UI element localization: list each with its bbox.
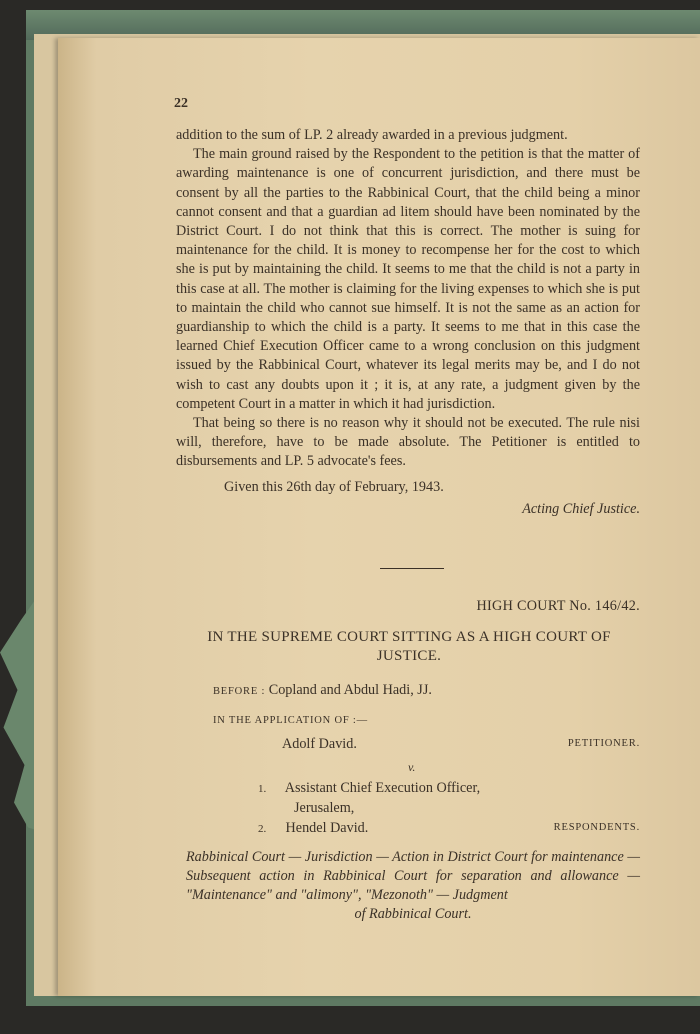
respondent-1 bbox=[258, 780, 480, 797]
paragraph-1: addition to the sum of LP. 2 already awarded in a previous judgment. bbox=[176, 127, 568, 143]
headnote-last-line: of Rabbinical Court. bbox=[354, 906, 472, 922]
headnote bbox=[186, 848, 640, 924]
bench-line bbox=[213, 682, 432, 699]
signer-title: Acting Chief Justice. bbox=[522, 500, 640, 517]
given-date-line: Given this 26th day of February, 1943. bbox=[224, 478, 444, 495]
section-divider bbox=[380, 568, 444, 569]
before-label: BEFORE : bbox=[213, 686, 266, 697]
respondent-1-name: Assistant Chief Execution Officer, bbox=[284, 780, 481, 796]
petitioner-name: Adolf David. bbox=[282, 736, 357, 752]
page-number: 22 bbox=[174, 96, 188, 111]
respondent-1-number: 1. bbox=[258, 783, 267, 795]
court-title: IN THE SUPREME COURT SITTING AS A HIGH COURT OF JUSTICE. bbox=[207, 629, 611, 664]
application-label: IN THE APPLICATION OF :— bbox=[213, 715, 368, 726]
respondent-2 bbox=[258, 820, 368, 837]
respondent-2-name: Hendel David. bbox=[285, 820, 369, 836]
judges-names: Copland and Abdul Hadi, JJ. bbox=[268, 682, 432, 698]
respondent-2-number: 2. bbox=[258, 823, 267, 835]
paragraph-3: That being so there is no reason why it should not be executed. The rule nisi will, therefore, have to be made absolute. The Petitioner is entitled to disbursements and LP. 5 advocate's fees. bbox=[176, 415, 640, 470]
respondents-label: RESPONDENTS. bbox=[553, 822, 640, 833]
headnote-main: Rabbinical Court — Jurisdiction — Action in District Court for maintenance — Subsequent action in Rabbinical Court for separation and allowance — "Maintenance" and "alimony", "Mezonoth" — Judgment bbox=[186, 849, 640, 903]
respondent-1-location: Jerusalem, bbox=[294, 800, 355, 816]
petitioner-label: PETITIONER. bbox=[567, 738, 640, 749]
document-page bbox=[58, 38, 700, 996]
versus-mark: v. bbox=[408, 760, 416, 774]
paragraph-2: The main ground raised by the Respondent to the petition is that the matter of awarding maintenance is one of concurrent jurisdiction, and there must be consent by all the parties to the Rabbinical Court, that the child being a minor cannot consent and that a guardian ad litem should have been nominated by the District Court. I do not think that this is correct. The mother is suing for maintenance for the child. It is money to recompense her for the cost to which she is put by maintaining the child. It seems to me that the child is not a party in this case at all. The mother is claiming for the living expenses to which she is put to maintain the child who cannot sue himself. It is not the same as an action for guardianship to which the child is a party. It seems to me that in this case the learned Chief Execution Officer came to a wrong conclusion on this judgment issued by the Rabbinical Court, whatever its legal merits may be, and I do not wish to cast any doubts upon it ; it is, at any rate, a judgment given by the competent Court in a matter in which it had jurisdiction. bbox=[176, 146, 640, 412]
case-number: HIGH COURT No. 146/42. bbox=[476, 598, 640, 614]
judgment-body bbox=[176, 126, 640, 519]
